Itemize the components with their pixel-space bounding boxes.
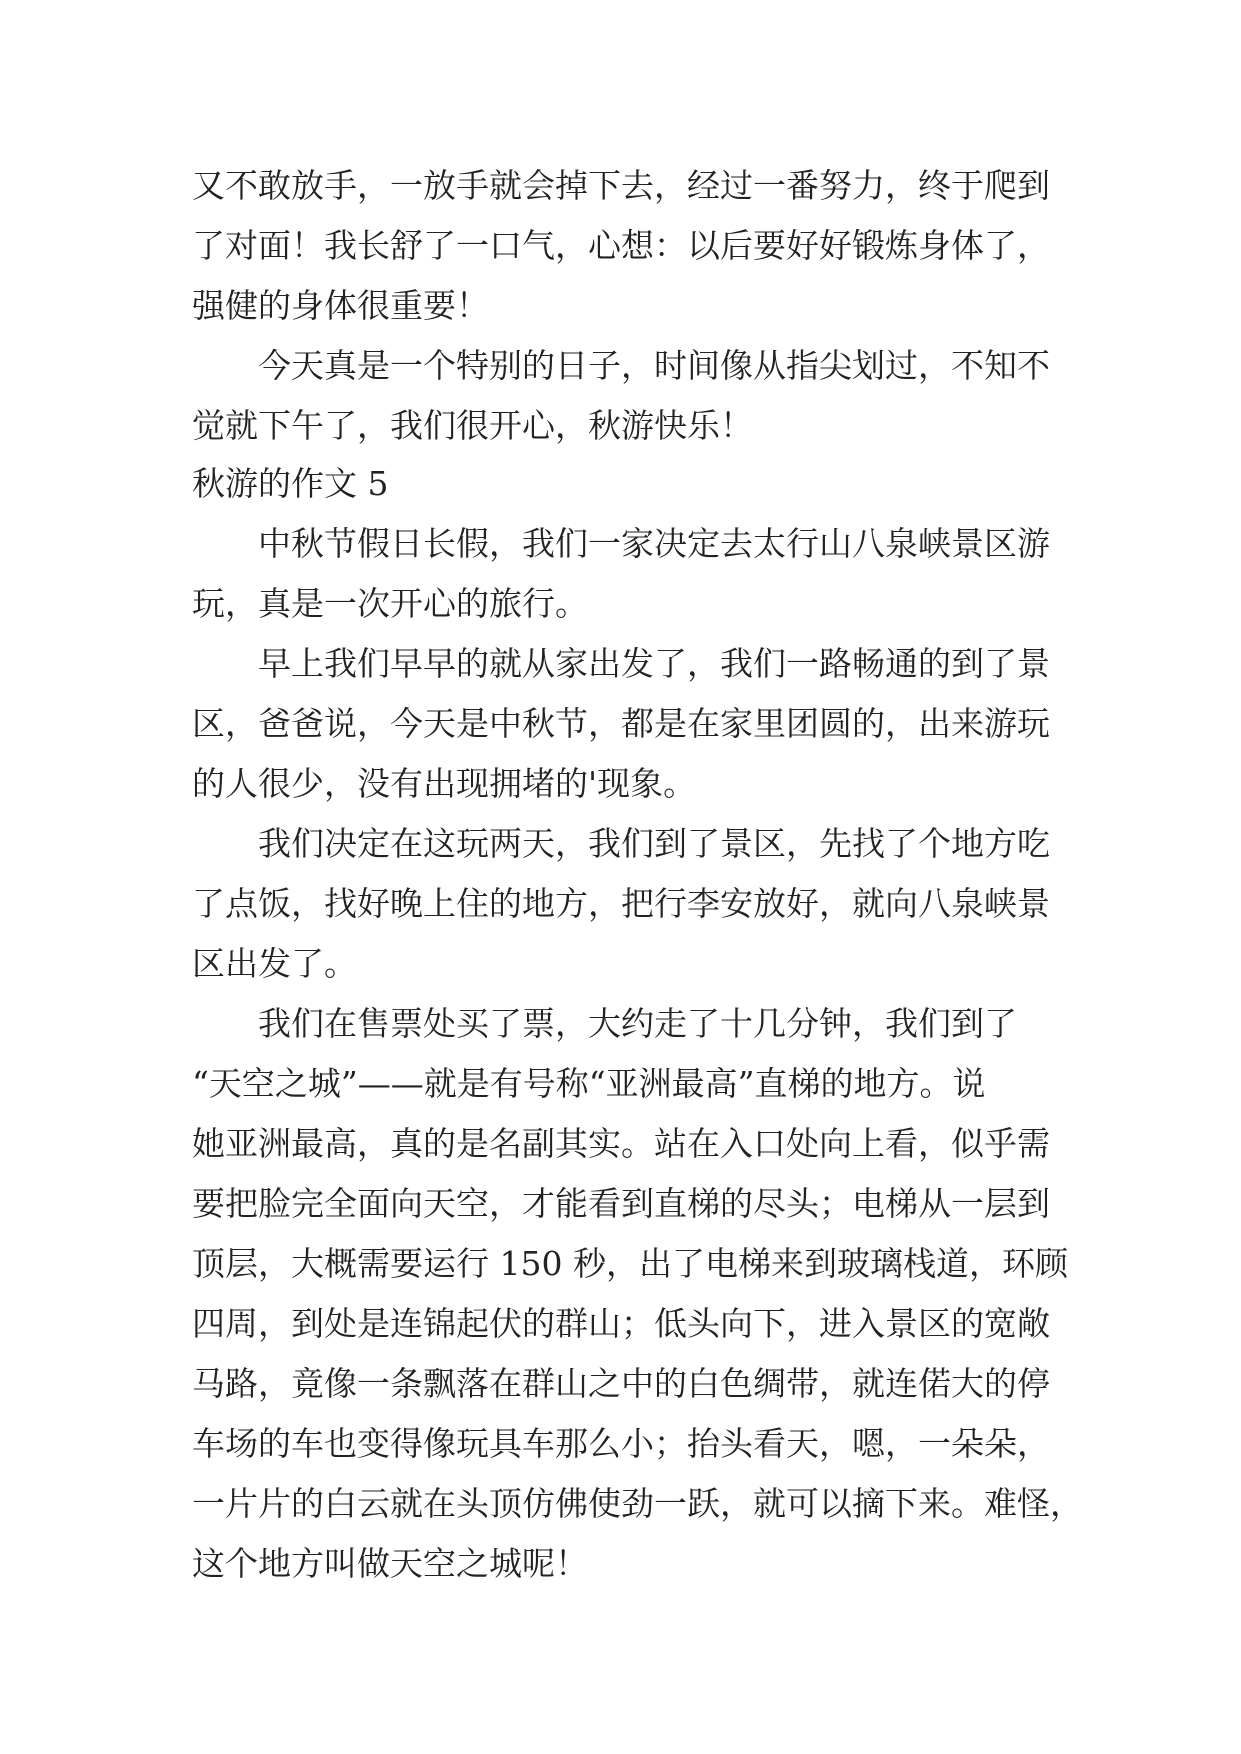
text-line: 又不敢放手，一放手就会掉下去，经过一番努力，终于爬到 bbox=[192, 166, 1050, 205]
text-line: 区，爸爸说，今天是中秋节，都是在家里团圆的，出来游玩 bbox=[192, 704, 1050, 743]
paragraph-start-line: 我们在售票处买了票，大约走了十几分钟，我们到了 bbox=[258, 1004, 1017, 1043]
essay-heading: 秋游的作文 5 bbox=[192, 464, 389, 503]
text-line: 区出发了。 bbox=[192, 944, 357, 983]
text-line: 车场的车也变得像玩具车那么小；抬头看天，嗯，一朵朵， bbox=[192, 1424, 1050, 1463]
text-line: 的人很少，没有出现拥堵的'现象。 bbox=[192, 764, 697, 803]
text-line: 顶层，大概需要运行 150 秒，出了电梯来到玻璃栈道，环顾 bbox=[192, 1244, 1068, 1283]
text-line: 一片片的白云就在头顶仿佛使劲一跃，就可以摘下来。难怪， bbox=[192, 1484, 1083, 1523]
text-line: “天空之城”——就是有号称“亚洲最高”直梯的地方。说 bbox=[192, 1064, 986, 1103]
text-line: 马路，竟像一条飘落在群山之中的白色绸带，就连偌大的停 bbox=[192, 1364, 1050, 1403]
essay-text bbox=[192, 156, 1083, 1594]
text-line: 强健的身体很重要！ bbox=[192, 286, 489, 325]
text-line: 四周，到处是连锦起伏的群山；低头向下，进入景区的宽敞 bbox=[192, 1304, 1050, 1343]
text-line: 玩，真是一次开心的旅行。 bbox=[192, 584, 588, 623]
text-line: 她亚洲最高，真的是名副其实。站在入口处向上看，似乎需 bbox=[192, 1124, 1050, 1163]
text-line: 要把脸完全面向天空，才能看到直梯的尽头；电梯从一层到 bbox=[192, 1184, 1050, 1223]
text-line: 了对面！我长舒了一口气，心想：以后要好好锻炼身体了， bbox=[192, 226, 1050, 265]
text-line: 了点饭，找好晚上住的地方，把行李安放好，就向八泉峡景 bbox=[192, 884, 1050, 923]
paragraph-start-line: 我们决定在这玩两天，我们到了景区，先找了个地方吃 bbox=[258, 824, 1050, 863]
paragraph-start-line: 中秋节假日长假，我们一家决定去太行山八泉峡景区游 bbox=[258, 524, 1050, 563]
text-line: 这个地方叫做天空之城呢！ bbox=[192, 1544, 588, 1583]
paragraph-start-line: 早上我们早早的就从家出发了，我们一路畅通的到了景 bbox=[258, 644, 1050, 683]
text-line: 觉就下午了，我们很开心，秋游快乐！ bbox=[192, 406, 753, 445]
paragraph-start-line: 今天真是一个特别的日子，时间像从指尖划过，不知不 bbox=[258, 346, 1050, 385]
